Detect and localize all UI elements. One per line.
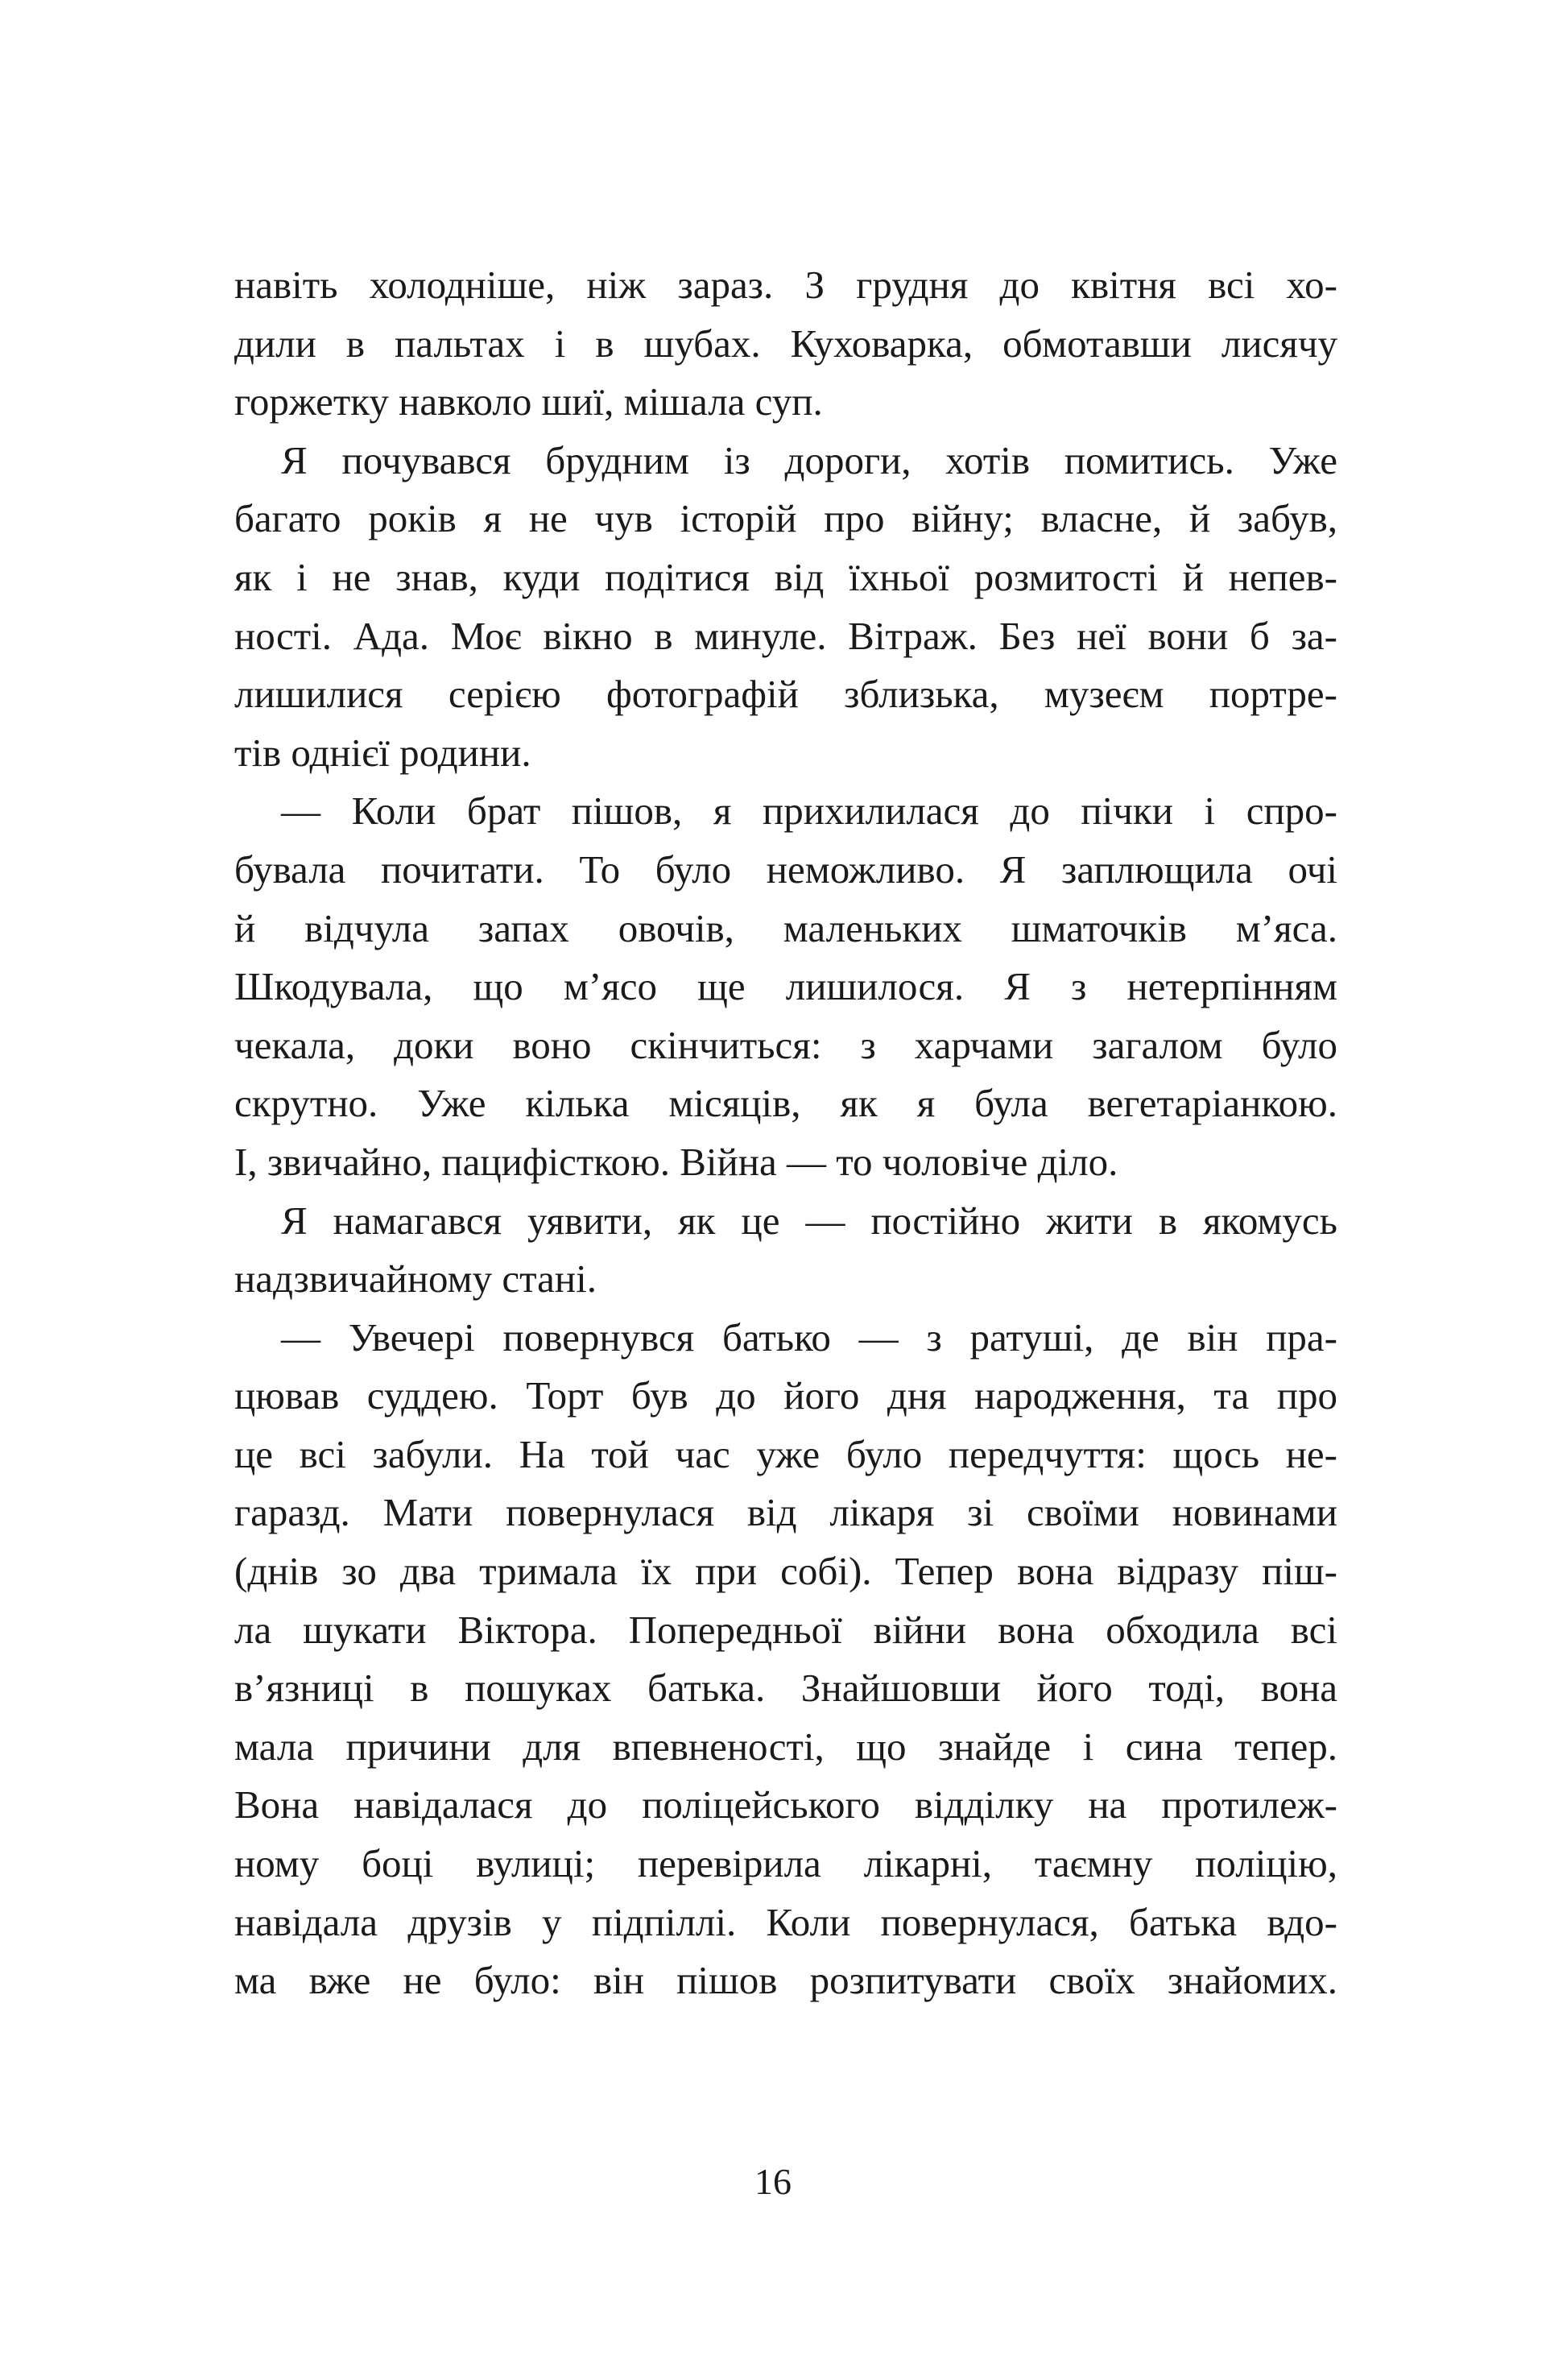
text-line: І, звичайно, пацифісткою. Війна — то чоловіче діло. [234,1139,1118,1184]
body-text [234,256,1337,2010]
text-line: в’язниці в пошуках батька. Знайшовши його тоді, вона [234,1666,1337,1711]
text-line: багато років я не чув історій про війну; власне, й забув, [234,496,1337,541]
text-line: ному боці вулиці; перевірила лікарні, таємну поліцію, [234,1841,1337,1886]
text-line: горжетку навколо шиї, мішала суп. [234,379,823,424]
text-line: гаразд. Мати повернулася від лікаря зі своїми новинами [234,1490,1337,1535]
text-line: Я намагався уявити, як це — постійно жити в якомусь [281,1198,1337,1243]
text-line: (днів зо два тримала їх при собі). Тепер вона відразу піш- [234,1549,1337,1594]
text-line: Я почувався брудним із дороги, хотів помитись. Уже [281,437,1337,482]
text-line: лишилися серією фотографій зблизька, музеєм портре- [234,672,1337,717]
text-line: як і не знав, куди подітися від їхньої розмитості й непев- [234,554,1337,599]
text-line: дили в пальтах і в шубах. Куховарка, обмотавши лисячу [234,321,1337,366]
text-line: надзвичайному стані. [234,1256,597,1302]
text-line: ла шукати Віктора. Попередньої війни вона обходила всі [234,1607,1337,1652]
page-number: 16 [754,2161,792,2202]
text-line: ності. Ада. Моє вікно в минуле. Вітраж. Без неї вони б за- [234,613,1337,658]
text-line: — Увечері повернувся батько — з ратуші, де він пра- [281,1314,1337,1360]
text-line: тів однієї родини. [234,730,531,775]
text-line: скрутно. Уже кілька місяців, як я була вегетаріанкою. [234,1081,1337,1126]
text-line: це всі забули. На той час уже було передчуття: щось не- [234,1431,1337,1476]
text-line: — Коли брат пішов, я прихилилася до пічки і спро- [281,789,1337,834]
text-line: Шкодувала, що м’ясо ще лишилося. Я з нетерпінням [234,964,1337,1009]
text-line: цював суддею. Торт був до його дня народження, та про [234,1373,1337,1418]
text-line: навіть холодніше, ніж зараз. З грудня до квітня всі хо- [234,263,1337,307]
text-line: мала причини для впевненості, що знайде і сина тепер. [234,1724,1337,1769]
text-line: ма вже не було: він пішов розпитувати своїх знайомих. [234,1958,1337,2003]
text-line: навідала друзів у підпіллі. Коли повернулася, батька вдо- [234,1899,1337,1944]
text-line: Вона навідалася до поліцейського відділку на протилеж- [234,1782,1337,1827]
text-line: чекала, доки воно скінчиться: з харчами загалом було [234,1022,1337,1067]
text-line: й відчула запах овочів, маленьких шматочків м’яса. [234,905,1337,950]
text-line: бувала почитати. То було неможливо. Я заплющила очі [234,846,1337,892]
